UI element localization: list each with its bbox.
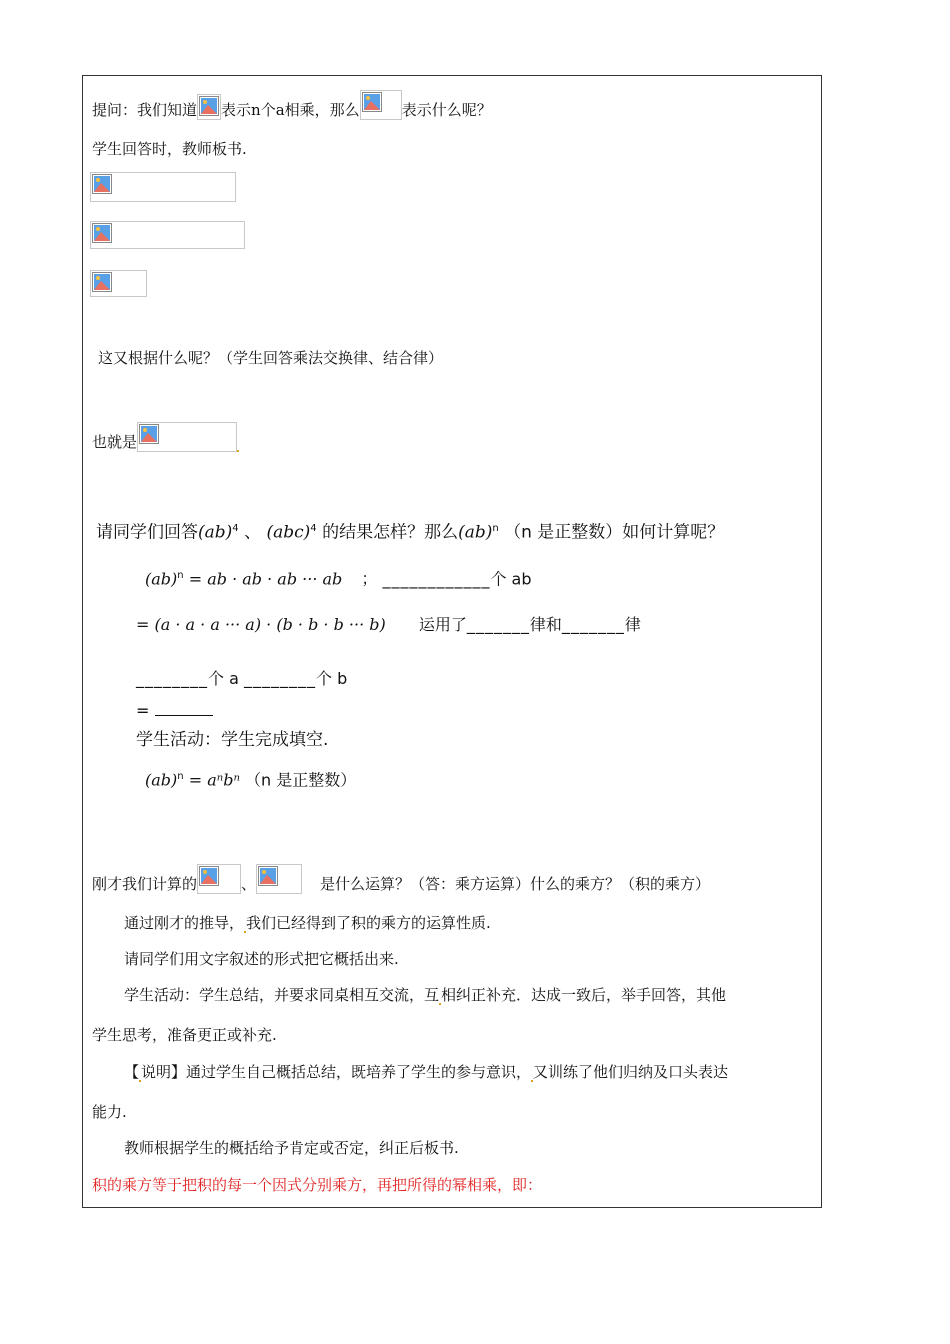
paragraph-1 bbox=[124, 913, 491, 933]
rule-statement: 积的乘方等于把积的每一个因式分别乘方，再把所得的幂相乘，即： bbox=[92, 1176, 543, 1194]
text: （n 是正整数） bbox=[245, 770, 357, 790]
text: 也就是 bbox=[92, 433, 138, 451]
result-formula bbox=[145, 766, 356, 791]
exponent: n bbox=[492, 523, 499, 534]
math-regroup: = (a · a · a ··· a) · (b · b · b ··· b) bbox=[136, 615, 386, 634]
text: = bbox=[136, 701, 150, 720]
question-line-3: 这又根据什么呢？（学生回答乘法交换律、结合律） bbox=[98, 349, 444, 367]
fill-blank: ________ bbox=[244, 669, 316, 688]
fill-blank: ____________ bbox=[382, 569, 491, 589]
exponent: n bbox=[177, 570, 184, 581]
text: 我们已经得到了积的乘方的运算性质. bbox=[246, 914, 491, 932]
image-placeholder bbox=[90, 172, 236, 202]
text: 刚才我们计算的 bbox=[92, 875, 198, 893]
fill-blank: ________ bbox=[136, 669, 208, 688]
text: 学生活动：学生总结，并要求 bbox=[124, 986, 320, 1004]
answer-underline bbox=[155, 701, 213, 716]
broken-image-icon bbox=[92, 272, 112, 292]
exponent: 4 bbox=[310, 523, 317, 534]
marker-dot bbox=[237, 450, 239, 452]
text: （n 是正整数）如何计算呢？ bbox=[504, 522, 725, 543]
broken-image-icon bbox=[92, 223, 112, 243]
paragraph-3-continued: 学生思考，准备更正或补充. bbox=[92, 1026, 277, 1044]
text: 律 bbox=[624, 615, 641, 634]
derivation-row-1 bbox=[145, 565, 532, 590]
derivation-row-2 bbox=[136, 614, 641, 636]
text: 个 ab bbox=[490, 569, 532, 589]
text: ； bbox=[361, 569, 378, 589]
text: 表示什么呢？ bbox=[401, 101, 492, 119]
math-result: = aⁿbⁿ bbox=[188, 770, 240, 790]
derivation-row-3 bbox=[136, 668, 347, 690]
math-ab: (ab) bbox=[145, 569, 178, 589]
question-line-2: 学生回答时，教师板书. bbox=[92, 140, 247, 158]
math-abc: (abc) bbox=[266, 522, 311, 543]
text: 方？（积的乘方） bbox=[590, 875, 711, 893]
question-line-4 bbox=[92, 422, 239, 452]
image-placeholder bbox=[90, 221, 245, 249]
question-line-5 bbox=[92, 864, 710, 894]
text: 、 bbox=[241, 875, 257, 893]
text: 、 bbox=[244, 522, 262, 543]
broken-image-icon bbox=[199, 96, 219, 116]
paragraph-4 bbox=[124, 1062, 728, 1082]
text: 表示 bbox=[221, 101, 252, 119]
image-placeholder bbox=[197, 864, 241, 894]
image-placeholder bbox=[137, 422, 237, 452]
text: 相纠正补充．达成一致后，举手回答，其他 bbox=[441, 986, 727, 1004]
derivation-question bbox=[96, 518, 724, 544]
broken-image-icon bbox=[258, 866, 278, 886]
paragraph-5: 教师根据学生的概括给予肯定或否定，纠正后板书. bbox=[124, 1139, 459, 1157]
fill-blank: _______ bbox=[466, 615, 530, 634]
student-activity: 学生活动：学生完成填空. bbox=[136, 730, 329, 750]
text: 同桌相互交流，互 bbox=[319, 986, 440, 1004]
paragraph-4-continued: 能力. bbox=[92, 1103, 127, 1121]
image-placeholder bbox=[256, 864, 302, 894]
text: 提问：我们知道 bbox=[92, 101, 198, 119]
image-placeholder bbox=[360, 90, 402, 120]
text: 的结果怎样？那么 bbox=[322, 522, 459, 543]
text: 【 bbox=[124, 1063, 140, 1081]
text: 通过刚才的推导， bbox=[124, 914, 245, 932]
derivation-row-4 bbox=[136, 700, 213, 722]
text: 相乘，那么 bbox=[284, 101, 360, 119]
text: 说明】通过学生自己概括总结，既培养了学生的参与意识， bbox=[141, 1063, 532, 1081]
math-expansion: = ab · ab · ab ··· ab bbox=[188, 569, 343, 589]
text: 是什么运算？（答：乘方运算）什么的乘 bbox=[320, 875, 591, 893]
math-ab: (ab) bbox=[198, 522, 233, 543]
image-placeholder bbox=[90, 270, 147, 297]
exponent: 4 bbox=[232, 523, 239, 534]
text: 个 a bbox=[208, 669, 239, 688]
text: 请同学们回答 bbox=[96, 522, 198, 543]
text: a bbox=[275, 101, 285, 119]
fill-blank: _______ bbox=[561, 615, 625, 634]
broken-image-icon bbox=[199, 866, 219, 886]
paragraph-2: 请同学们用文字叙述的形式把它概括出来. bbox=[124, 950, 399, 968]
broken-image-icon bbox=[362, 92, 382, 112]
paragraph-3 bbox=[124, 985, 726, 1005]
text: 个 bbox=[260, 101, 276, 119]
text: n bbox=[251, 101, 261, 119]
text: 律和 bbox=[529, 615, 562, 634]
broken-image-icon bbox=[92, 174, 112, 194]
text: 个 b bbox=[316, 669, 348, 688]
text: 又训练了他们归纳及口头表达 bbox=[533, 1063, 729, 1081]
exponent: n bbox=[177, 771, 184, 782]
math-ab: (ab) bbox=[145, 770, 178, 790]
text: 运用了 bbox=[418, 615, 467, 634]
image-placeholder bbox=[197, 94, 221, 120]
math-ab: (ab) bbox=[458, 522, 493, 543]
broken-image-icon bbox=[139, 424, 159, 444]
question-line-1 bbox=[92, 90, 492, 120]
